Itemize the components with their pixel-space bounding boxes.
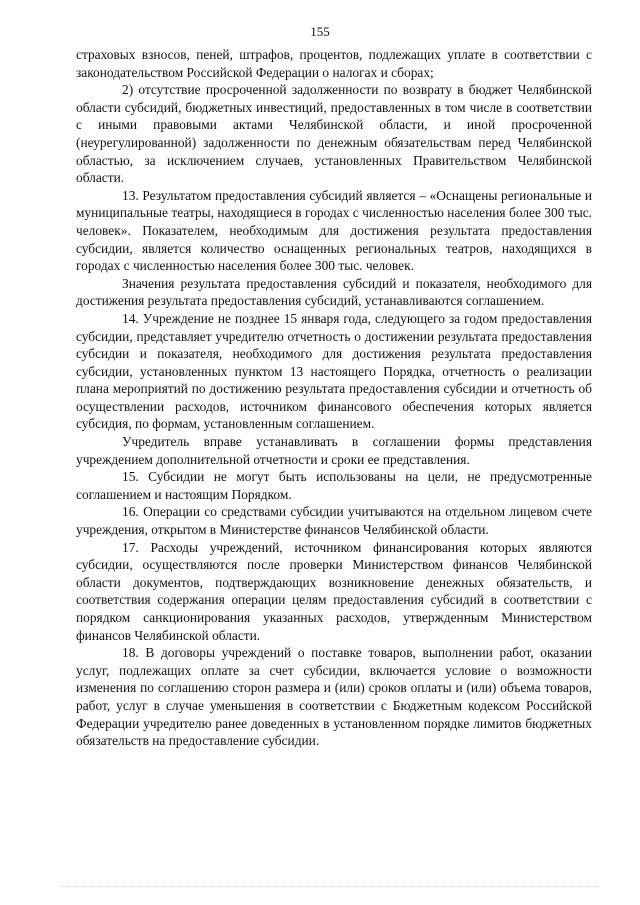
paragraph-15: 15. Субсидии не могут быть использованы на цели, не предусмотренные соглашением и настоящим Порядком.: [76, 469, 592, 502]
paragraph-14: 14. Учреждение не позднее 15 января года, следующего за годом предоставления субсидии, представляет учредителю отчетность о достижении результата предоставления субсидии и показателя, необходимого для достижения результата предоставления субсидии, установленных пунктом 13 настоящего Порядка, отчетность о реализации плана мероприятий по достижению результата предоставления субсидии и отчетность об осуществлении расходов, источником финансового обеспечения которых является субсидия, по формам, установленным соглашением.: [76, 310, 592, 432]
page-number: 155: [310, 24, 330, 39]
bottom-edge-mark: [60, 886, 600, 887]
paragraph-item-2: 2) отсутствие просроченной задолженности по возврату в бюджет Челябинской области субсидий, бюджетных инвестиций, предоставленных в том числе в соответствии с иными правовыми актами Челябинской области, и иной просроченной (неурегулированной) задолженности по денежным обязательствам перед Челябинской областью, за исключением случаев, установленных Правительством Челябинской области.: [76, 82, 592, 186]
paragraph-13-values: Значения результата предоставления субсидий и показателя, необходимого для достижения результата предоставления субсидий, устанавливаются соглашением.: [76, 275, 592, 309]
paragraph-14-forms: Учредитель вправе устанавливать в соглашении формы представления учреждением дополнительной отчетности и сроки ее представления.: [76, 434, 592, 467]
paragraph-13: 13. Результатом предоставления субсидий является – «Оснащены региональные и муниципальные театры, находящиеся в городах с численностью населения более 300 тыс. человек». Показателем, необходимым для достижения результата предоставления субсидии, является количество оснащенных региональных театров, находящихся в городах с численностью населения более 300 тыс. человек.: [76, 187, 592, 274]
paragraph-16: 16. Операции со средствами субсидии учитываются на отдельном лицевом счете учреждения, открытом в Министерстве финансов Челябинской области.: [76, 504, 592, 538]
paragraph-17: 17. Расходы учреждений, источником финансирования которых являются субсидии, осуществляются после проверки Министерством финансов Челябинской области документов, подтверждающих возникновение денежных обязательств, и соответствия содержания операции целям предоставления субсидий в соответствии с порядком санкционирования указанных расходов, утвержденным Министерством финансов Челябинской области.: [76, 539, 592, 643]
document-body: [76, 46, 592, 750]
paragraph-18: 18. В договоры учреждений о поставке товаров, выполнении работ, оказании услуг, подлежащих оплате за счет субсидии, включается условие о возможности изменения по соглашению сторон размера и (или) сроков оплаты и (или) объема товаров, работ, услуг в случае уменьшения в соответствии с Бюджетным кодексом Российской Федерации учредителю ранее доведенных в установленном порядке лимитов бюджетных обязательств на предоставление субсидии.: [76, 645, 592, 749]
paragraph-continuation: страховых взносов, пеней, штрафов, процентов, подлежащих уплате в соответствии с законодательством Российской Федерации о налогах и сборах;: [76, 47, 592, 80]
